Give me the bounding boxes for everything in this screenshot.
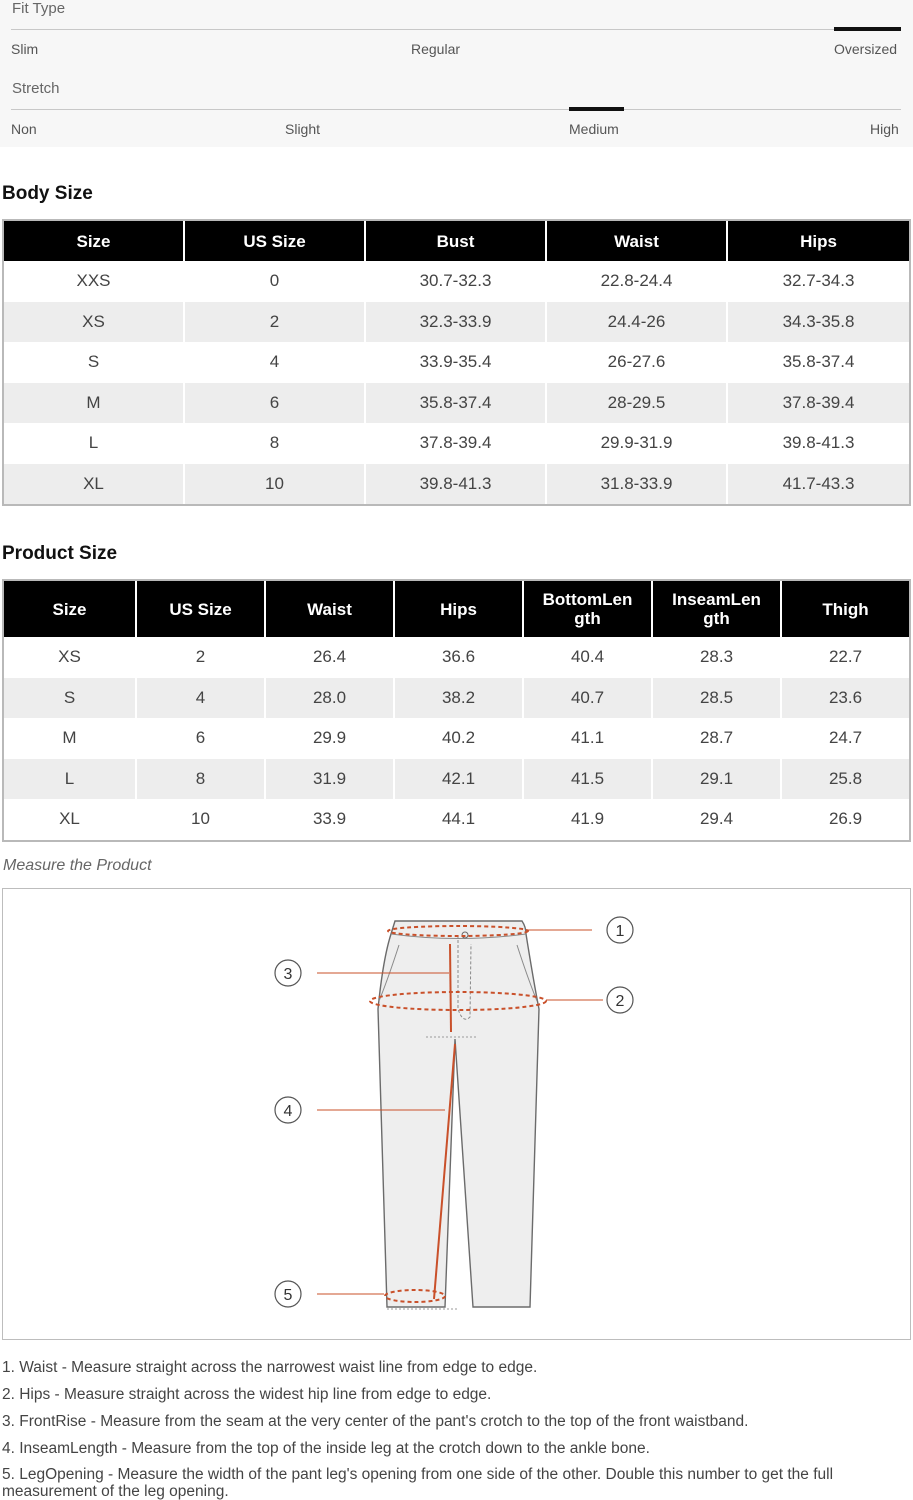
column-header: Waist [547,221,728,261]
table-cell: 22.7 [782,637,909,678]
table-cell: 26-27.6 [547,342,728,383]
table-cell: 2 [185,302,366,343]
svg-text:4: 4 [283,1103,293,1120]
table-header-row [4,581,909,637]
table-row [4,383,909,424]
marker-1 [607,917,633,943]
pants-illustration [3,889,910,1339]
column-header: Hips [395,581,524,637]
table-cell: 8 [137,759,266,800]
table-cell: 41.7-43.3 [728,464,909,505]
table-cell: 31.8-33.9 [547,464,728,505]
table-cell: 39.8-41.3 [728,423,909,464]
measurement-notes [2,1354,910,1500]
table-cell: 32.3-33.9 [366,302,547,343]
table-cell: 28.0 [266,678,395,719]
column-header: InseamLen gth [653,581,782,637]
table-cell: 35.8-37.4 [366,383,547,424]
svg-text:2: 2 [615,993,625,1010]
table-cell: 33.9 [266,799,395,840]
body-size-title: Body Size [2,183,93,204]
table-cell: 6 [137,718,266,759]
table-cell: L [4,423,185,464]
column-header: Hips [728,221,909,261]
table-cell: 10 [185,464,366,505]
stretch-option-medium: Medium [569,121,619,137]
product-size-table [2,579,911,842]
table-cell: 39.8-41.3 [366,464,547,505]
table-row [4,464,909,505]
column-header: US Size [137,581,266,637]
svg-text:1: 1 [615,923,625,940]
svg-text:5: 5 [283,1287,293,1304]
marker-3 [275,960,301,986]
table-cell: XXS [4,261,185,302]
column-header: US Size [185,221,366,261]
table-cell: 4 [185,342,366,383]
column-header: Waist [266,581,395,637]
fit-type-option-slim: Slim [11,41,39,57]
marker-2 [607,987,633,1013]
stretch-title: Stretch [12,80,60,97]
table-cell: 37.8-39.4 [366,423,547,464]
fit-type-title: Fit Type [12,0,66,17]
note-front-rise: 3. FrontRise - Measure from the seam at the very center of the pant's crotch to the top of the front waistband. [2,1413,749,1430]
measure-caption: Measure the Product [3,857,152,874]
table-cell: M [4,718,137,759]
table-cell: 28-29.5 [547,383,728,424]
stretch-selected-marker [569,107,624,111]
table-cell: 23.6 [782,678,909,719]
table-cell: 28.3 [653,637,782,678]
table-cell: L [4,759,137,800]
note-waist: 1. Waist - Measure straight across the narrowest waist line from edge to edge. [2,1359,538,1376]
table-cell: 28.5 [653,678,782,719]
table-header-row [4,221,909,261]
note-hips: 2. Hips - Measure straight across the widest hip line from edge to edge. [2,1386,492,1403]
stretch-scale-line [11,109,901,110]
table-cell: 40.4 [524,637,653,678]
table-cell: 0 [185,261,366,302]
table-cell: 44.1 [395,799,524,840]
table-cell: 24.7 [782,718,909,759]
table-cell: M [4,383,185,424]
table-cell: 29.1 [653,759,782,800]
table-cell: S [4,342,185,383]
table-cell: 41.9 [524,799,653,840]
table-cell: 30.7-32.3 [366,261,547,302]
table-cell: XL [4,464,185,505]
marker-4 [275,1097,301,1123]
column-header: BottomLen gth [524,581,653,637]
fit-type-scale-line [11,29,901,30]
table-cell: 4 [137,678,266,719]
table-cell: 34.3-35.8 [728,302,909,343]
stretch-option-non: Non [11,121,37,137]
table-cell: 8 [185,423,366,464]
table-cell: 41.5 [524,759,653,800]
table-cell: XS [4,302,185,343]
table-cell: S [4,678,137,719]
table-row [4,302,909,343]
table-cell: 28.7 [653,718,782,759]
table-cell: 29.4 [653,799,782,840]
pants-outline [378,921,539,1307]
table-cell: XS [4,637,137,678]
fit-type-selected-marker [834,27,901,31]
table-row [4,637,909,678]
table-cell: 26.9 [782,799,909,840]
body-size-table [2,219,911,506]
measure-diagram [2,888,911,1340]
table-cell: 36.6 [395,637,524,678]
note-inseam: 4. InseamLength - Measure from the top of the inside leg at the crotch down to the ankle bone. [2,1440,650,1457]
table-cell: 6 [185,383,366,424]
table-row [4,342,909,383]
column-header: Size [4,221,185,261]
table-row [4,759,909,800]
fit-stretch-panel [0,0,913,147]
stretch-option-high: High [870,121,899,137]
product-size-title: Product Size [2,543,118,564]
table-cell: 42.1 [395,759,524,800]
table-cell: 32.7-34.3 [728,261,909,302]
stretch-option-slight: Slight [285,121,321,137]
note-leg-opening: 5. LegOpening - Measure the width of the pant leg's opening from one side of the other. Double this number to get the full measurement of the leg opening. [2,1466,834,1500]
table-cell: 24.4-26 [547,302,728,343]
table-cell: 29.9-31.9 [547,423,728,464]
table-cell: 41.1 [524,718,653,759]
table-cell: 10 [137,799,266,840]
marker-5 [275,1281,301,1307]
table-cell: 40.7 [524,678,653,719]
table-row [4,799,909,840]
column-header: Bust [366,221,547,261]
table-cell: 2 [137,637,266,678]
svg-text:3: 3 [283,966,293,983]
table-row [4,261,909,302]
fit-type-option-regular: Regular [411,41,461,57]
table-cell: 31.9 [266,759,395,800]
table-cell: 38.2 [395,678,524,719]
front-rise-measure-line [450,944,451,1032]
table-cell: XL [4,799,137,840]
table-row [4,718,909,759]
table-cell: 33.9-35.4 [366,342,547,383]
table-cell: 29.9 [266,718,395,759]
table-cell: 37.8-39.4 [728,383,909,424]
table-row [4,678,909,719]
table-cell: 26.4 [266,637,395,678]
table-row [4,423,909,464]
column-header: Thigh [782,581,909,637]
table-cell: 25.8 [782,759,909,800]
column-header: Size [4,581,137,637]
table-cell: 22.8-24.4 [547,261,728,302]
fit-type-option-oversized: Oversized [834,41,898,57]
table-cell: 35.8-37.4 [728,342,909,383]
table-cell: 40.2 [395,718,524,759]
